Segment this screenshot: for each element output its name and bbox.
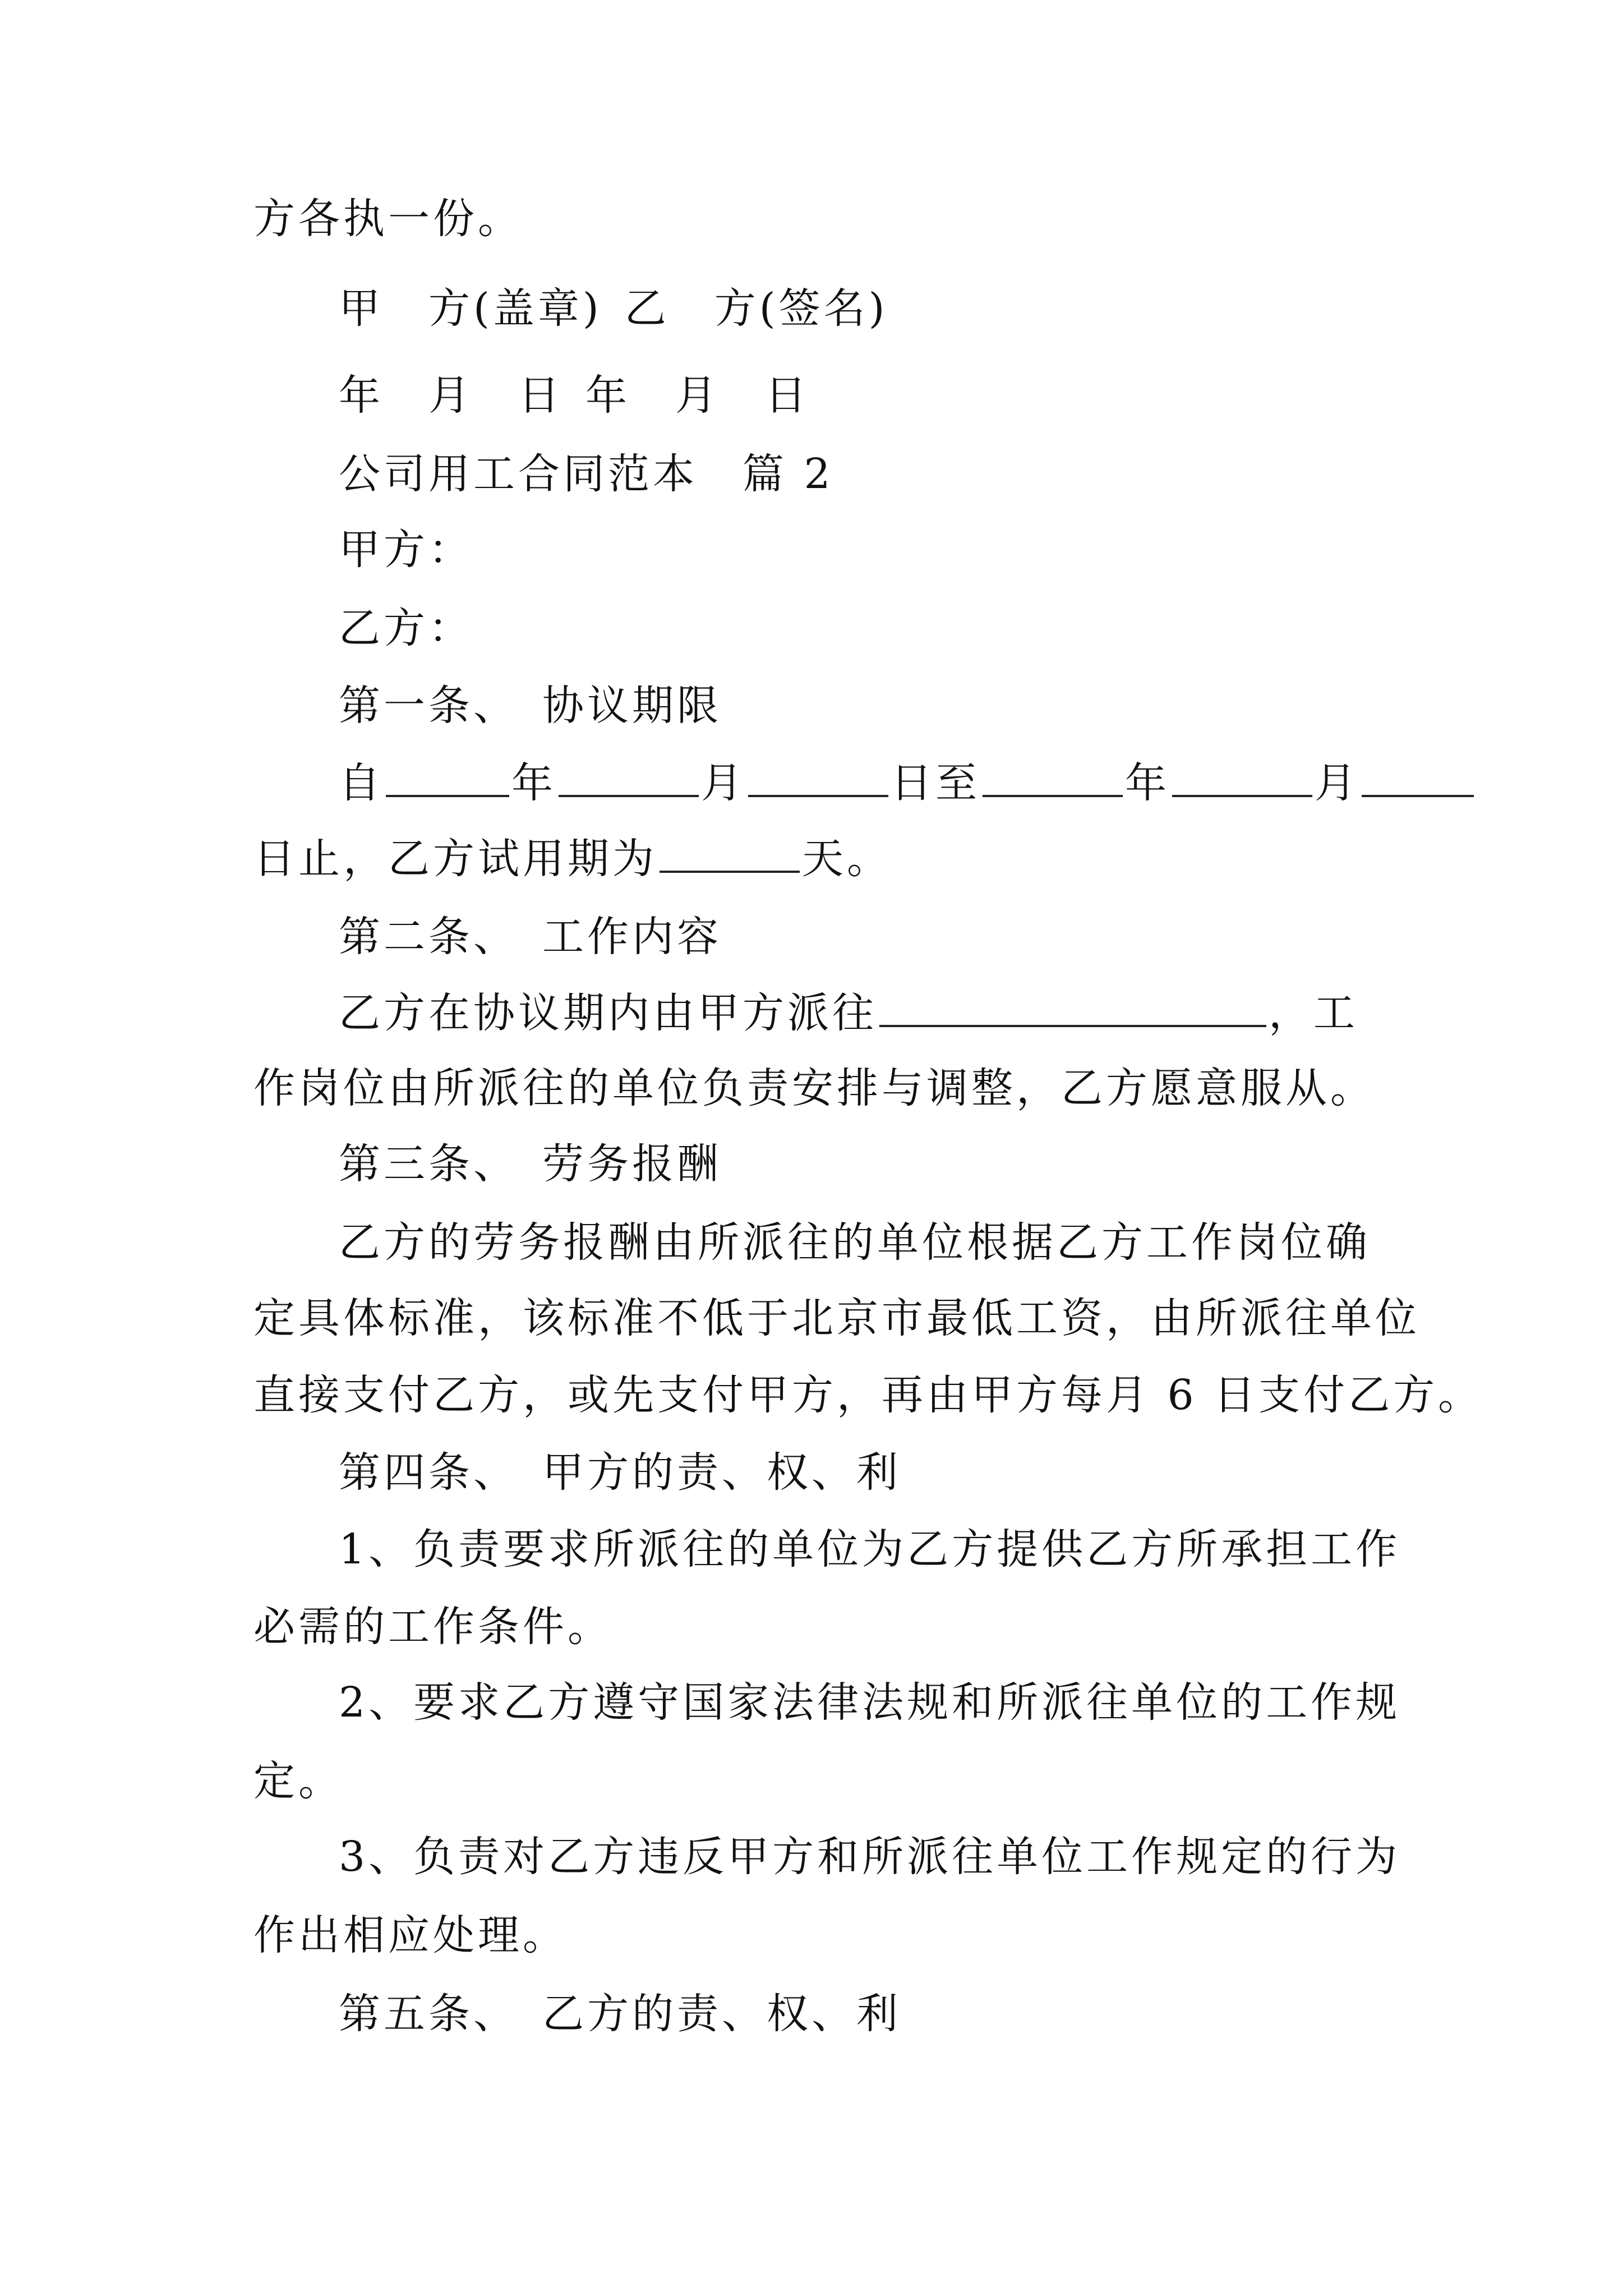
text-line [339, 522, 1460, 578]
clause-text: 2、要求乙方遵守国家法律法规和所派往单位的工作规 [339, 1678, 1401, 1727]
text-line [253, 1907, 1375, 1963]
article-heading [339, 1136, 1460, 1192]
paragraph-text: 乙方的劳务报酬由所派往的单位根据乙方工作岗位确 [339, 1218, 1371, 1267]
end-month-blank[interactable] [1172, 754, 1312, 797]
clause-text: 定。 [253, 1757, 343, 1805]
assigned-unit-blank[interactable] [879, 984, 1266, 1027]
clause-text: 必需的工作条件。 [253, 1603, 612, 1651]
paragraph-text: 方各执一份。 [253, 195, 523, 243]
party-a-date-label: 年 月 日 [339, 371, 563, 420]
contract-title: 公司用工合同范本 篇 2 [339, 450, 834, 498]
text-line [339, 1674, 1460, 1731]
text-line [253, 1599, 1375, 1655]
party-b-sign-label: 乙 方(签名) [624, 284, 888, 333]
party-b-label: 乙方： [339, 604, 473, 652]
article-heading [339, 1444, 1460, 1501]
text-line [253, 1367, 1483, 1423]
article-heading [339, 1986, 1460, 2042]
signature-parties-line [339, 280, 1460, 337]
assignment-line [339, 984, 1460, 1041]
signature-date-line [339, 367, 1460, 424]
assignment-label: 乙方在协议期内由甲方派往 [339, 989, 877, 1037]
term-period-line [339, 754, 1460, 811]
party-a-seal-label: 甲 方(盖章) [339, 284, 602, 333]
start-day-blank[interactable] [748, 754, 888, 797]
text-line [253, 1290, 1420, 1346]
year-label: 年 [511, 759, 556, 807]
term-from-label: 自 [339, 759, 384, 807]
article-5-title: 第五条、 乙方的责、权、利 [339, 1990, 901, 2038]
day-to-label: 日至 [891, 759, 980, 807]
probation-days-blank[interactable] [660, 830, 800, 873]
probation-line [253, 830, 1375, 886]
paragraph-text: 定具体标准，该标准不低于北京市最低工资，由所派往单位 [253, 1294, 1420, 1342]
month-label: 月 [1315, 759, 1359, 807]
text-line [339, 1521, 1460, 1577]
year-label: 年 [1125, 759, 1170, 807]
clause-text: 作出相应处理。 [253, 1911, 568, 1959]
party-b-date-label: 年 月 日 [585, 371, 810, 420]
month-label: 月 [701, 759, 746, 807]
days-label: 天。 [802, 835, 892, 883]
paragraph-text: 直接支付乙方，或先支付甲方，再由甲方每月 6 日支付乙方。 [253, 1371, 1483, 1419]
probation-label: 日止，乙方试用期为 [253, 835, 657, 883]
text-line [339, 600, 1460, 656]
text-line [339, 1214, 1460, 1271]
party-a-label: 甲方： [339, 526, 473, 574]
article-heading [339, 678, 1460, 734]
paragraph-text: 作岗位由所派往的单位负责安排与调整，乙方愿意服从。 [253, 1064, 1375, 1112]
section-heading [339, 446, 1460, 502]
start-month-blank[interactable] [559, 754, 699, 797]
end-year-blank[interactable] [983, 754, 1123, 797]
article-2-title: 第二条、 工作内容 [339, 913, 722, 961]
start-year-blank[interactable] [386, 754, 509, 797]
clause-text: 1、负责要求所派往的单位为乙方提供乙方所承担工作 [339, 1525, 1401, 1573]
article-1-title: 第一条、 协议期限 [339, 682, 722, 730]
end-day-blank[interactable] [1362, 754, 1474, 797]
text-line [253, 1060, 1375, 1116]
article-3-title: 第三条、 劳务报酬 [339, 1140, 722, 1188]
text-line [339, 1829, 1460, 1885]
paragraph-text: ，工 [1269, 989, 1358, 1037]
article-heading [339, 909, 1460, 965]
article-4-title: 第四条、 甲方的责、权、利 [339, 1448, 901, 1497]
text-line [253, 191, 1375, 247]
clause-text: 3、负责对乙方违反甲方和所派往单位工作规定的行为 [339, 1833, 1401, 1881]
text-line [253, 1753, 1375, 1809]
